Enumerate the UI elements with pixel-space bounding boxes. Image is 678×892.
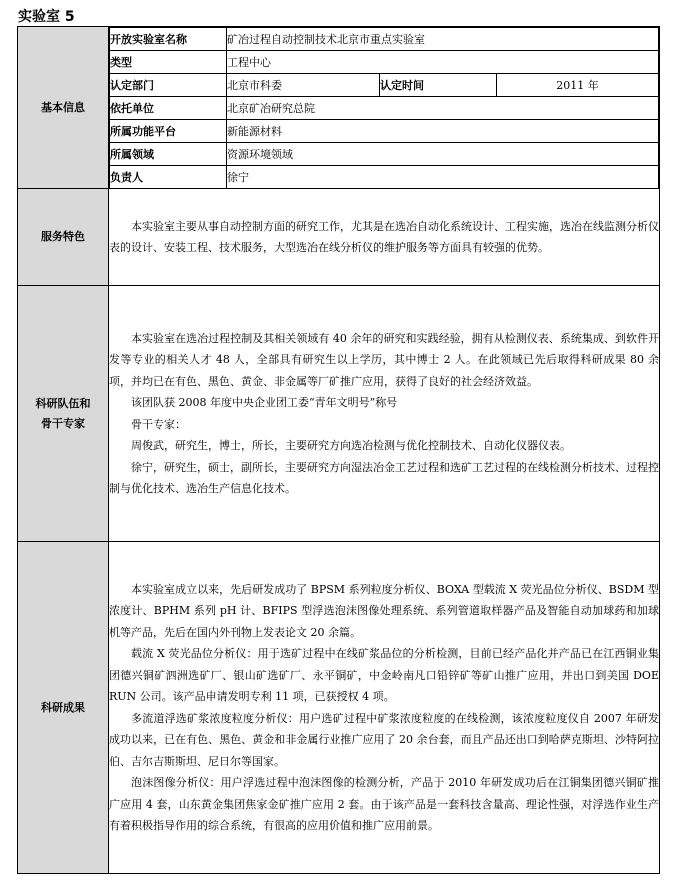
platform-value: 新能源材料	[227, 120, 659, 143]
lab-name-value: 矿冶过程自动控制技术北京市重点实验室	[227, 28, 659, 51]
row-field	[110, 143, 659, 166]
team-paragraph: 本实验室在选冶过程控制及其相关领域有 40 余年的研究和实践经验，拥有从检测仪表、系统集成、到软件开发等专业的相关人才 48 人，全部具有研究生以上学历，其中博士 2 人。在此领域已先后取得科研成果 80 余项，并均已在有色、黑色、黄金、非金属等厂矿推广应用，获得了良好的社会经济效益。	[109, 331, 659, 388]
leader-key: 负责人	[110, 166, 227, 189]
results-label: 科研成果	[18, 542, 109, 874]
team-label	[18, 286, 109, 542]
results-paragraph: 载流 X 荧光品位分析仪：用于选矿过程中在线矿浆品位的分析检测，目前已经产品化并产品已在江西铜业集团德兴铜矿泗洲选矿厂、银山矿选矿厂、永平铜矿，中金岭南凡口铅锌矿等矿山推广应用，并出口到美国 DOE RUN 公司。该产品申请发明专利 11 项，已获授权 4 项。	[109, 647, 659, 703]
row-leader	[110, 166, 659, 189]
team-paragraph: 徐宁，研究生，硕士，副所长，主要研究方向湿法冶金工艺过程和选矿工艺过程的在线检测分析技术、过程控制与优化技术、选冶生产信息化技术。	[109, 460, 659, 495]
team-paragraph: 骨干专家：	[131, 417, 186, 431]
service-paragraph: 本实验室主要从事自动控制方面的研究工作，尤其是在选冶自动化系统设计、工程实施，选冶在线监测分析仪表的设计、安装工程、技术服务，大型选冶在线分析仪的维护服务等方面具有较强的优势。	[109, 219, 659, 254]
field-value: 资源环境领域	[227, 143, 659, 166]
results-paragraph: 多流道浮选矿浆浓度粒度分析仪：用户选矿过程中矿浆浓度粒度的在线检测，该浓度粒度仪自 2007 年研发成功以来，已在有色、黑色、黄金和非金属行业推广应用了 20 余台套，而且产品还出口到哈萨克斯坦、沙特阿拉伯、吉尔吉斯斯坦、尼日尔等国家。	[109, 711, 659, 768]
lab-info-table	[17, 26, 660, 874]
service-label: 服务特色	[18, 189, 109, 286]
platform-key: 所属功能平台	[110, 120, 227, 143]
host-key: 依托单位	[110, 97, 227, 120]
host-value: 北京矿冶研究总院	[227, 97, 659, 120]
service-content	[109, 189, 660, 286]
team-label-line2: 骨干专家	[41, 416, 85, 430]
row-dept	[110, 74, 659, 97]
team-paragraph: 周俊武，研究生，博士，所长，主要研究方向选冶检测与优化控制技术、自动化仪器仪表。	[131, 439, 571, 452]
results-paragraph: 本实验室成立以来，先后研发成功了 BPSM 系列粒度分析仪、BOXA 型载流 X 荧光品位分析仪、BSDM 型浓度计、BPHM 系列 pH 计、BFIPS 型浮选泡沫图像处理系统、系列管道取样器产品及智能自动加球药和加球机等产品，先后在国内外刊物上发表论文 20 余篇。	[109, 582, 659, 639]
cert-time-key: 认定时间	[380, 74, 497, 97]
type-value: 工程中心	[227, 51, 659, 74]
type-key: 类型	[110, 51, 227, 74]
row-lab-name	[110, 28, 659, 51]
lab-name-key: 开放实验室名称	[110, 28, 227, 51]
page-title: 实验室 5	[18, 9, 75, 25]
leader-value: 徐宁	[227, 166, 659, 189]
results-content	[109, 542, 660, 874]
row-platform	[110, 120, 659, 143]
team-label-line1: 科研队伍和	[35, 396, 91, 410]
dept-key: 认定部门	[110, 74, 227, 97]
team-content	[109, 286, 660, 542]
dept-value: 北京市科委	[227, 74, 380, 97]
row-type	[110, 51, 659, 74]
results-paragraph: 泡沫图像分析仪：用户浮选过程中泡沫图像的检测分析，产品于 2010 年研发成功后在江铜集团德兴铜矿推广应用 4 套，山东黄金集团焦家金矿推广应用 2 套。由于该产品是一套科技含量高、理论性强，对浮选作业生产有着积极指导作用的综合系统，有很高的应用价值和推广应用前景。	[109, 776, 659, 832]
cert-time-value: 2011 年	[497, 74, 659, 97]
team-paragraph: 该团队获 2008 年度中央企业团工委“青年文明号”称号	[131, 396, 398, 409]
row-host	[110, 97, 659, 120]
basic-info-label: 基本信息	[18, 27, 109, 189]
basic-info-table	[109, 27, 659, 188]
field-key: 所属领域	[110, 143, 227, 166]
basic-info-cell	[109, 27, 660, 189]
